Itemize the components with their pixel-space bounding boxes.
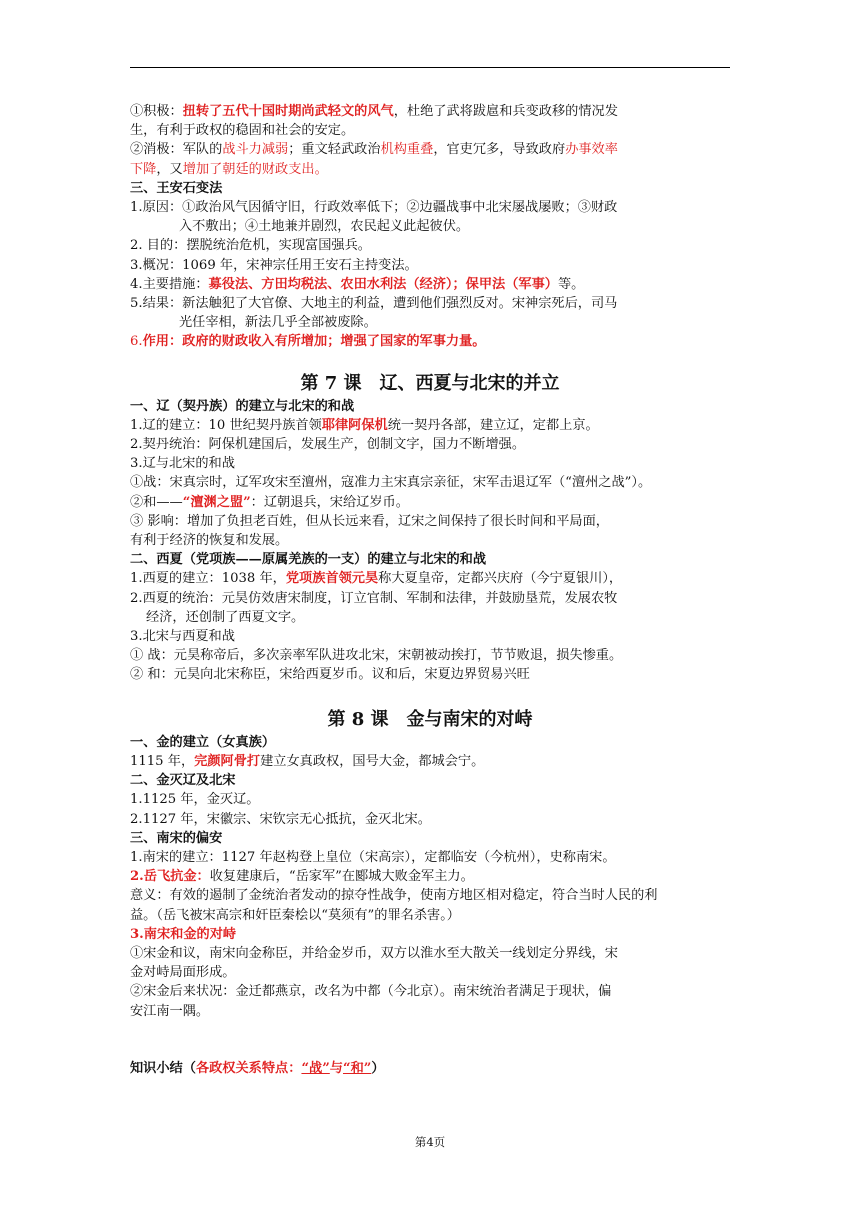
highlight: 增加了朝廷的财政支出。 — [182, 161, 328, 177]
text: 6. — [130, 334, 143, 350]
document-body — [130, 102, 730, 1078]
highlight: 下降 — [130, 161, 157, 177]
southern-song-founding: 1.南宋的建立：1127 年赵构登上皇位（宋高宗），定都临安（今杭州），史称南宋。 — [130, 849, 616, 865]
liao-founding — [130, 416, 730, 435]
song-jin-later: ②宋金后来状况：金迁都燕京，改名为中都（今北京）。南宋统治者满足于现状，偏 — [130, 984, 612, 1000]
text: 知识小结 — [130, 1060, 183, 1076]
highlight: 办事效率 — [565, 142, 618, 158]
highlight: 耶律阿保机 — [321, 417, 388, 433]
xixia-war: ① 战：元昊称帝后，多次亲率军队进攻北宋，宋朝被动挨打，节节败退，损失惨重。 — [130, 648, 623, 664]
negative-effect-cont — [130, 160, 730, 179]
text: ①积极： — [130, 104, 183, 119]
wang-overview: 3.概况：1069 年，宋神宗任用王安石主持变法。 — [130, 257, 418, 273]
yue-fei-line — [130, 867, 730, 886]
highlight: 战斗力减弱 — [222, 142, 289, 158]
liao-song-relations: 3.辽与北宋的和战 — [130, 456, 235, 472]
xixia-peace: ② 和：元昊向北宋称臣，宋给西夏岁币。议和后，宋夏边界贸易兴旺 — [130, 667, 530, 683]
text: ；重文轻武政治 — [288, 142, 381, 158]
lesson-8-heading-southern-song: 三、南宋的偏安 — [130, 830, 223, 846]
text: ②和—— — [130, 494, 183, 510]
wang-effect — [130, 332, 730, 351]
text: 建立女真政权，国号大金，都城会宁。 — [260, 753, 485, 769]
text: ，官吏冗多，导致政府 — [433, 142, 566, 158]
text: 称大夏皇帝，定都兴庆府（今宁夏银川）， — [378, 571, 623, 587]
text: 统一契丹各部，建立辽，定都上京。 — [387, 417, 599, 433]
wang-result-cont: 光任宰相，新法几乎全部被废除。 — [179, 315, 377, 331]
text: 收复建康后，“岳家军”在郾城大败金军主力。 — [209, 869, 474, 885]
highlight: 扭转了五代十国时期尚武轻文的风气 — [182, 104, 394, 119]
xixia-founding — [130, 569, 730, 588]
knowledge-summary — [130, 1059, 730, 1078]
text: 1.西夏的建立：1038 年， — [130, 571, 286, 587]
highlight: “战” — [301, 1060, 330, 1076]
song-xixia-relations: 3.北宋与西夏和战 — [130, 629, 235, 645]
liao-influence: ③ 影响：增加了负担老百姓，但从长远来看，辽宋之间保持了很长时间和平局面， — [130, 513, 609, 529]
text: 4.主要措施： — [130, 276, 209, 292]
text: 1.辽的建立：10 世纪契丹族首领 — [130, 417, 322, 433]
jin-destroys-song: 2.1127 年，宋徽宗、宋钦宗无心抵抗，金灭北宋。 — [130, 811, 431, 827]
highlight: 2.岳飞抗金： — [130, 869, 210, 885]
highlight: “和” — [342, 1060, 372, 1076]
xixia-rule-cont: 经济，还创制了西夏文字。 — [146, 609, 305, 625]
negative-effect-line — [130, 140, 730, 159]
highlight: 募役法、方田均税法、农田水利法（经济）；保甲法（军事） — [208, 276, 558, 292]
xixia-rule: 2.西夏的统治：元昊仿效唐宋制度，订立官制、军制和法律，并鼓励垦荒，发展农牧 — [130, 590, 618, 606]
yue-fei-significance: 意义：有效的遏制了金统治者发动的掠夺性战争，使南方地区相对稳定，符合当时人民的利 — [130, 888, 658, 904]
lesson-7-heading-xixia: 二、西夏（党项族——原属羌族的一支）的建立与北宋的和战 — [130, 552, 487, 568]
highlight: 与 — [329, 1060, 343, 1076]
liao-influence-cont: 有利于经济的恢复和发展。 — [130, 533, 289, 549]
song-jin-treaty-cont: 金对峙局面形成。 — [130, 965, 236, 981]
text: 1115 年， — [130, 753, 195, 769]
highlight: 作用：政府的财政收入有所增加；增强了国家的军事力量。 — [142, 334, 486, 350]
wang-measures — [130, 275, 730, 294]
lesson-8-heading-jin: 一、金的建立（女真族） — [130, 734, 276, 750]
lesson-8-title: 第 8 课 金与南宋的对峙 — [327, 708, 533, 730]
lesson-7-heading-liao: 一、辽（契丹族）的建立与北宋的和战 — [130, 398, 355, 414]
highlight: 机构重叠 — [380, 142, 434, 158]
highlight: 党项族首领元昊 — [285, 571, 379, 587]
wang-cause: 1.原因：①政治风气因循守旧，行政效率低下；②边疆战事中北宋屡战屡败；③财政 — [130, 200, 618, 216]
text: ，杜绝了武将跋扈和兵变政移的情况发 — [393, 104, 618, 119]
page-number: 第4页 — [414, 1135, 446, 1149]
text: ） — [371, 1060, 385, 1076]
text: ：辽朝退兵，宋给辽岁币。 — [250, 494, 409, 510]
text: ②消极：军队的 — [130, 142, 223, 158]
spacer — [130, 1021, 730, 1059]
jin-founding — [130, 752, 730, 771]
song-jin-standoff-heading: 3.南宋和金的对峙 — [130, 926, 237, 942]
lesson-7-title: 第 7 课 辽、西夏与北宋的并立 — [300, 372, 560, 394]
yue-fei-significance-cont: 益。（岳飞被宋高宗和奸臣秦桧以“莫须有”的罪名杀害。） — [130, 907, 460, 923]
text: 等。 — [558, 276, 585, 292]
liao-war: ①战：宋真宗时，辽军攻宋至澶州，寇准力主宋真宗亲征，宋军击退辽军（“澶州之战”）。 — [130, 475, 652, 491]
highlight: “澶渊之盟” — [182, 494, 251, 510]
highlight: 完颜阿骨打 — [194, 753, 261, 769]
wang-cause-cont: 入不敷出；④土地兼并剧烈，农民起义此起彼伏。 — [179, 219, 470, 235]
liao-rule: 2.契丹统治：阿保机建国后，发展生产，创制文字，国力不断增强。 — [130, 437, 526, 453]
jin-destroys-liao: 1.1125 年，金灭辽。 — [130, 792, 260, 808]
text: （ — [182, 1060, 196, 1076]
positive-effect-cont: 生，有利于政权的稳固和社会的安定。 — [130, 123, 355, 139]
song-jin-later-cont: 安江南一隅。 — [130, 1003, 210, 1019]
wang-result: 5.结果：新法触犯了大官僚、大地主的利益，遭到他们强烈反对。宋神宗死后，司马 — [130, 296, 618, 312]
positive-effect-line — [130, 102, 730, 121]
liao-peace — [130, 493, 730, 512]
highlight: 各政权关系特点： — [195, 1060, 302, 1076]
lesson-8-heading-conquest: 二、金灭辽及北宋 — [130, 773, 236, 789]
section-heading-wang: 三、王安石变法 — [130, 180, 223, 196]
text: ，又 — [156, 161, 183, 177]
song-jin-treaty: ①宋金和议，南宋向金称臣，并给金岁币，双方以淮水至大散关一线划定分界线，宋 — [130, 945, 618, 961]
header-rule — [130, 67, 730, 68]
wang-purpose: 2. 目的：摆脱统治危机，实现富国强兵。 — [130, 238, 371, 254]
